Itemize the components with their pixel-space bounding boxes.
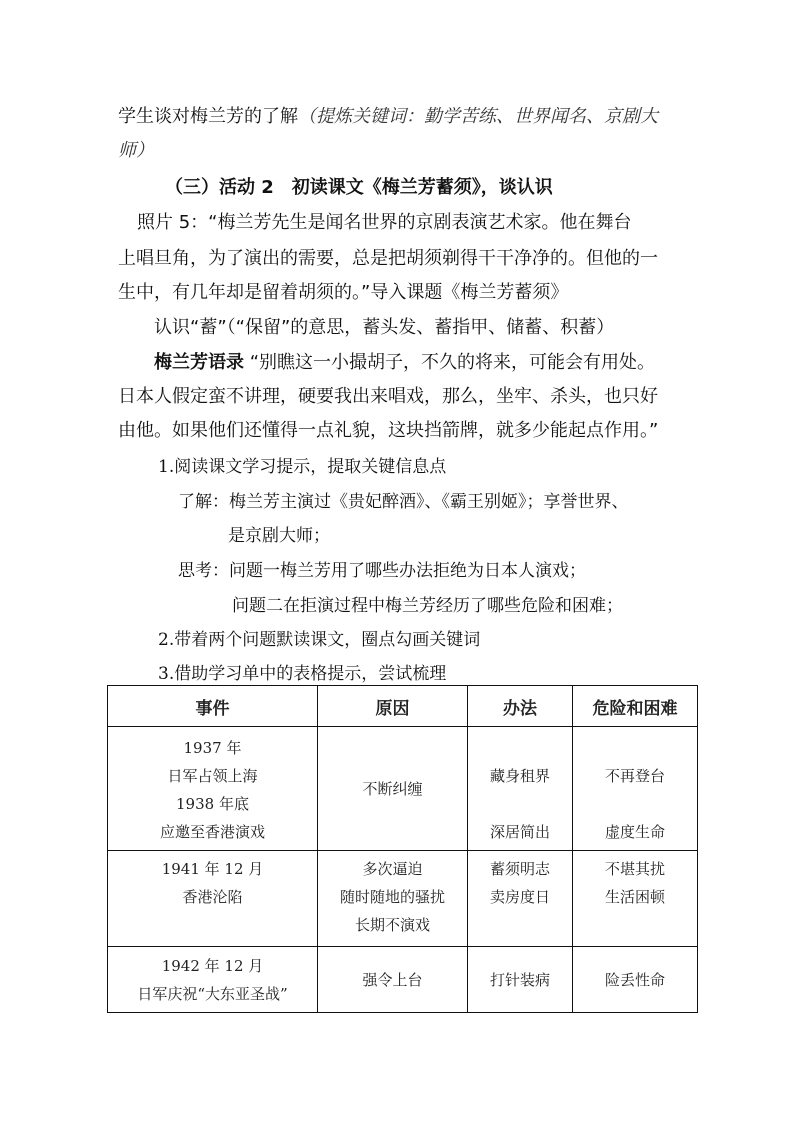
row3-event-line: 1942 年 12 月 xyxy=(161,957,264,975)
row1-event-line: 日军占领上海 xyxy=(167,767,258,785)
row3-reason xyxy=(318,947,468,1013)
row3-event xyxy=(108,947,318,1013)
row1-event-line: 1938 年底 xyxy=(176,795,249,813)
quote-line-2: 日本人假定蛮不讲理，硬要我出来唱戏，那么，坐牢、杀头，也只好 xyxy=(118,386,658,407)
photo-paragraph-line-3: 生中，有几年却是留着胡须的。”导入课题《梅兰芳蓄须》 xyxy=(118,282,569,303)
section-title: （三）活动 2 初读课文《梅兰芳蓄须》，谈认识 xyxy=(165,177,553,198)
think-line-2: 问题二在拒演过程中梅兰芳经历了哪些危险和困难； xyxy=(232,596,623,616)
row3-reason-text: 强令上台 xyxy=(362,970,423,989)
row3-method xyxy=(468,947,573,1013)
quote-line-3: 由他。如果他们还懂得一点礼貌，这块挡箭牌，就多少能起点作用。” xyxy=(118,420,659,441)
header-reason: 原因 xyxy=(318,686,468,727)
intro-text: 学生谈对梅兰芳的了解 xyxy=(118,106,298,127)
events-table xyxy=(107,685,698,1013)
header-method: 办法 xyxy=(468,686,573,727)
row2-danger-line: 不堪其扰 xyxy=(604,860,665,878)
intro-hint: （提炼关键词：勤学苦练、世界闻名、京剧大 xyxy=(298,106,658,127)
table-row xyxy=(108,851,698,947)
row3-event-line: 日军庆祝“大东亚圣战” xyxy=(137,985,288,1003)
quote-line-1 xyxy=(154,351,734,375)
intro-line xyxy=(118,105,698,129)
row1-method-line: 深居简出 xyxy=(489,823,550,841)
header-event: 事件 xyxy=(108,686,318,727)
row2-event-line: 香港沦陷 xyxy=(182,888,243,906)
row2-method xyxy=(468,851,573,947)
row2-event-line: 1941 年 12 月 xyxy=(161,860,264,878)
row3-danger xyxy=(573,947,698,1013)
quote-label: 梅兰芳语录 xyxy=(154,352,244,373)
row2-event xyxy=(108,851,318,947)
row1-danger xyxy=(573,727,698,851)
row1-method-line: 藏身租界 xyxy=(489,767,550,785)
row2-method-line: 卖房度日 xyxy=(489,888,550,906)
table-header-row xyxy=(108,686,698,727)
row1-danger-line: 不再登台 xyxy=(604,767,665,785)
row2-reason-line: 随时随地的骚扰 xyxy=(339,888,445,906)
row1-event-line: 应邀至香港演戏 xyxy=(159,823,265,841)
photo-paragraph-line-2: 上唱旦角，为了演出的需要，总是把胡须剃得干干净净的。但他的一 xyxy=(118,248,658,269)
table-row xyxy=(108,947,698,1013)
row2-reason-line: 长期不演戏 xyxy=(354,916,430,934)
intro-hint-cont: 师） xyxy=(118,140,154,161)
row2-reason xyxy=(318,851,468,947)
row1-method xyxy=(468,727,573,851)
row1-event xyxy=(108,727,318,851)
photo-paragraph-line-1: 照片 5：“梅兰芳先生是闻名世界的京剧表演艺术家。他在舞台 xyxy=(137,212,632,233)
row1-danger-line: 虚度生命 xyxy=(604,823,665,841)
step-1: 1.阅读课文学习提示，提取关键信息点 xyxy=(158,457,447,477)
row2-danger-line: 生活困顿 xyxy=(604,888,665,906)
recognize-character: 认识“蓄”（“保留”的意思，蓄头发、蓄指甲、储蓄、积蓄） xyxy=(154,317,615,338)
learn-line-1: 了解：梅兰芳主演过《贵妃醉酒》、《霸王别姬》；享誉世界、 xyxy=(178,492,629,512)
row3-method-text: 打针装病 xyxy=(489,970,550,989)
header-danger: 危险和困难 xyxy=(573,686,698,727)
think-line-1: 思考：问题一梅兰芳用了哪些办法拒绝为日本人演戏； xyxy=(178,561,586,581)
row1-reason-text: 不断纠缠 xyxy=(362,779,423,798)
step-3: 3.借助学习单中的表格提示，尝试梳理 xyxy=(158,664,447,684)
step-2: 2.带着两个问题默读课文，圈点勾画关键词 xyxy=(158,630,481,650)
row3-danger-text: 险丢性命 xyxy=(604,970,665,989)
row2-danger xyxy=(573,851,698,947)
row2-reason-line: 多次逼迫 xyxy=(362,860,423,878)
row2-method-line: 蓄须明志 xyxy=(489,860,550,878)
table-row xyxy=(108,727,698,851)
row1-event-line: 1937 年 xyxy=(183,739,242,757)
row1-reason xyxy=(318,727,468,851)
quote-text-1: “别瞧这一小撮胡子，不久的将来，可能会有用处。 xyxy=(249,352,656,373)
learn-line-2: 是京剧大师； xyxy=(228,526,330,546)
